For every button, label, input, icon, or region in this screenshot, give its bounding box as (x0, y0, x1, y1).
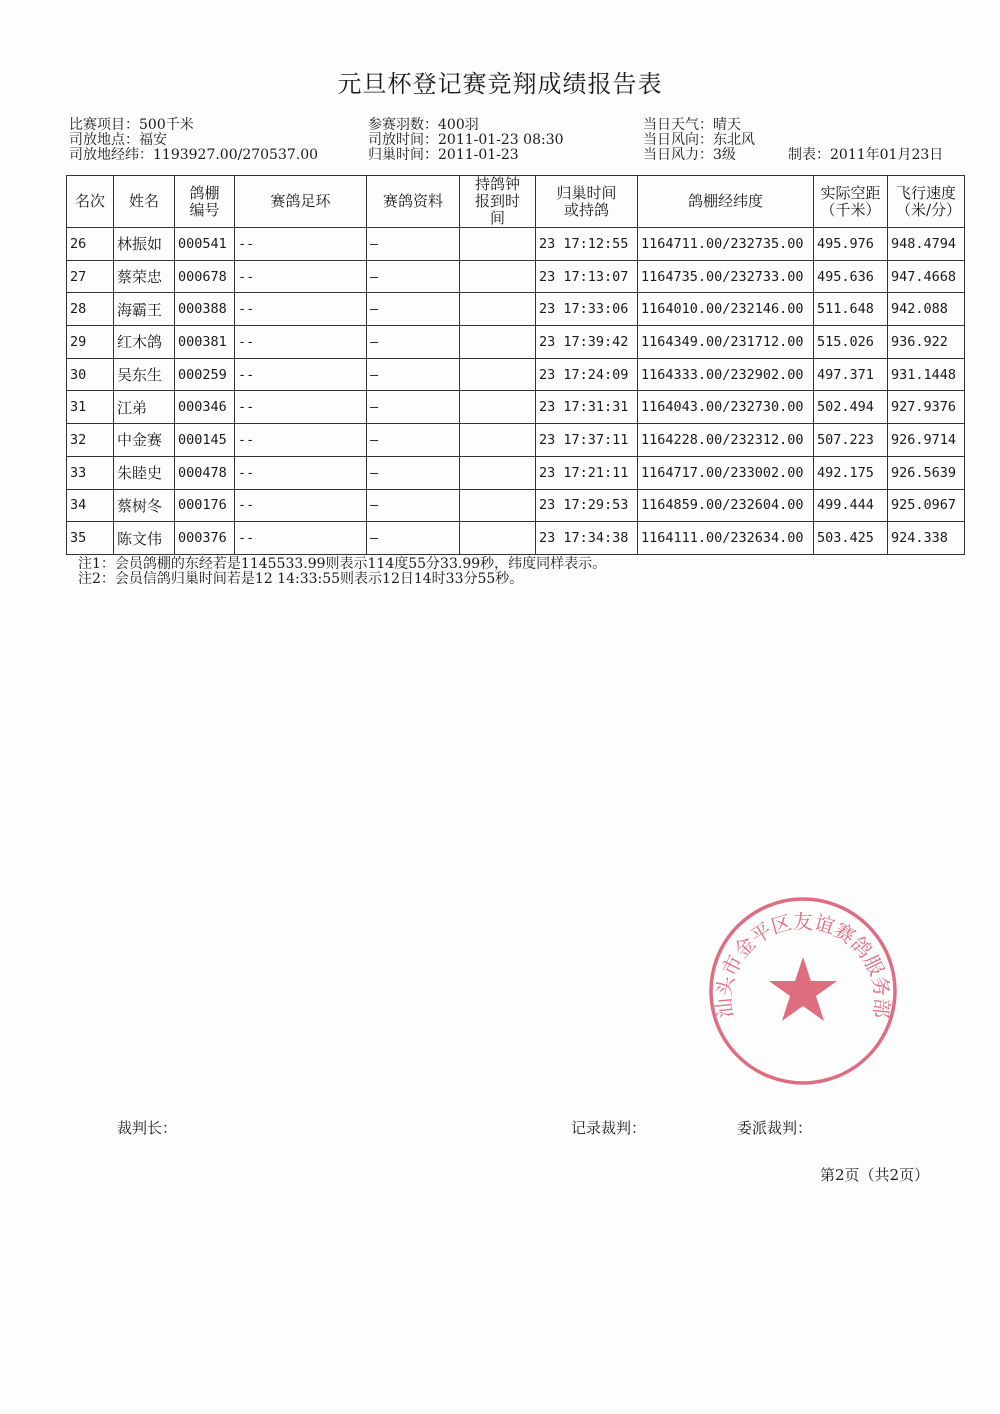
table-cell: 23 17:24:09 (536, 358, 638, 391)
table-cell: — (367, 391, 460, 424)
table-cell: 23 17:33:06 (536, 293, 638, 326)
meta-race-distance: 比赛项目：500千米 (69, 117, 194, 133)
table-cell: 499.444 (814, 489, 888, 522)
table-row (67, 456, 965, 489)
meta-release-time: 司放时间：2011-01-23 08:30 (368, 132, 564, 148)
table-cell: -- (235, 424, 367, 457)
table-cell: 924.338 (888, 522, 965, 555)
table-cell (460, 358, 536, 391)
table-cell (460, 260, 536, 293)
table-cell: — (367, 358, 460, 391)
table-cell (460, 326, 536, 359)
table-row (67, 391, 965, 424)
table-cell (460, 424, 536, 457)
header-cell: 鸽棚经纬度 (638, 176, 814, 228)
table-cell: 497.371 (814, 358, 888, 391)
table-cell: 1164043.00/232730.00 (638, 391, 814, 424)
table-cell: 33 (67, 456, 114, 489)
header-cell: 赛鸽足环 (235, 176, 367, 228)
table-cell: 1164349.00/231712.00 (638, 326, 814, 359)
table-cell: — (367, 489, 460, 522)
table-cell: 蔡荣忠 (114, 260, 175, 293)
table-cell: 吴东生 (114, 358, 175, 391)
table-cell: — (367, 228, 460, 261)
table-cell: 507.223 (814, 424, 888, 457)
table-cell: -- (235, 522, 367, 555)
meta-wind-direction: 当日风向：东北风 (643, 132, 755, 148)
table-row (67, 424, 965, 457)
table-cell: 502.494 (814, 391, 888, 424)
signature-recording-judge: 记录裁判： (571, 1119, 647, 1137)
table-cell: 926.5639 (888, 456, 965, 489)
header-cell: 飞行速度（米/分） (888, 176, 965, 228)
header-cell: 姓名 (114, 176, 175, 228)
table-cell: 26 (67, 228, 114, 261)
header-cell: 名次 (67, 176, 114, 228)
table-cell: 931.1448 (888, 358, 965, 391)
table-cell: 23 17:12:55 (536, 228, 638, 261)
table-cell: -- (235, 358, 367, 391)
table-cell: -- (235, 456, 367, 489)
table-cell: 29 (67, 326, 114, 359)
table-cell: 27 (67, 260, 114, 293)
table-cell: 926.9714 (888, 424, 965, 457)
table-cell: 朱睦史 (114, 456, 175, 489)
header-cell: 实际空距（千米） (814, 176, 888, 228)
table-cell: 948.4794 (888, 228, 965, 261)
table-cell: 495.976 (814, 228, 888, 261)
report-title: 元旦杯登记赛竞翔成绩报告表 (337, 70, 663, 98)
table-cell: 23 17:31:31 (536, 391, 638, 424)
results-table (66, 175, 965, 555)
signature-chief-judge: 裁判长： (117, 1119, 178, 1137)
table-cell: 江弟 (114, 391, 175, 424)
seal-text: 汕头市金平区友谊赛鸽服务部 (711, 909, 895, 1020)
table-cell: 000176 (175, 489, 235, 522)
meta-column-left (69, 118, 318, 163)
table-cell: 1164333.00/232902.00 (638, 358, 814, 391)
note-2: 注2：会员信鸽归巢时间若是12 14:33:55则表示12日14时33分55秒。 (78, 571, 524, 587)
table-row (67, 228, 965, 261)
results-table-body (67, 228, 965, 555)
table-cell: -- (235, 391, 367, 424)
table-cell: 000376 (175, 522, 235, 555)
table-cell (460, 489, 536, 522)
official-seal (705, 893, 901, 1089)
table-cell: 503.425 (814, 522, 888, 555)
table-cell: 1164228.00/232312.00 (638, 424, 814, 457)
table-cell: -- (235, 293, 367, 326)
table-cell: 34 (67, 489, 114, 522)
header-row (67, 176, 965, 228)
header-cell: 持鸽钟报到时间 (460, 176, 536, 228)
table-cell: 515.026 (814, 326, 888, 359)
meta-column-middle (368, 118, 564, 163)
meta-release-site: 司放地点：福安 (69, 132, 167, 148)
header-cell: 归巢时间或持鸽 (536, 176, 638, 228)
note-1: 注1：会员鸽棚的东经若是1145533.99则表示114度55分33.99秒，纬度同样表示。 (78, 556, 607, 572)
table-cell: — (367, 456, 460, 489)
meta-entries: 参赛羽数：400羽 (368, 117, 479, 133)
table-cell: 蔡树冬 (114, 489, 175, 522)
table-cell: -- (235, 260, 367, 293)
table-cell (460, 456, 536, 489)
table-cell: 35 (67, 522, 114, 555)
table-cell: 红木鸽 (114, 326, 175, 359)
table-cell: 1164711.00/232735.00 (638, 228, 814, 261)
table-row (67, 260, 965, 293)
table-cell: 1164111.00/232634.00 (638, 522, 814, 555)
table-row (67, 358, 965, 391)
table-cell: -- (235, 326, 367, 359)
table-cell: 1164717.00/233002.00 (638, 456, 814, 489)
table-cell: 947.4668 (888, 260, 965, 293)
table-cell: 936.922 (888, 326, 965, 359)
table-cell: 30 (67, 358, 114, 391)
table-cell: 23 17:37:11 (536, 424, 638, 457)
table-row (67, 293, 965, 326)
table-cell: 1164859.00/232604.00 (638, 489, 814, 522)
meta-wind-force: 当日风力：3级 (643, 147, 736, 163)
meta-made-date: 制表：2011年01月23日 (788, 147, 944, 163)
table-cell: 23 17:21:11 (536, 456, 638, 489)
table-cell: 927.9376 (888, 391, 965, 424)
header-cell: 赛鸽资料 (367, 176, 460, 228)
table-cell: 000381 (175, 326, 235, 359)
table-cell: — (367, 293, 460, 326)
table-row (67, 326, 965, 359)
table-cell: 海霸王 (114, 293, 175, 326)
table-cell: 511.648 (814, 293, 888, 326)
table-cell (460, 522, 536, 555)
table-cell: 23 17:13:07 (536, 260, 638, 293)
table-cell: 23 17:29:53 (536, 489, 638, 522)
table-cell: 000259 (175, 358, 235, 391)
table-cell: 1164735.00/232733.00 (638, 260, 814, 293)
table-cell (460, 293, 536, 326)
table-cell: 32 (67, 424, 114, 457)
header-cell: 鸽棚编号 (175, 176, 235, 228)
table-cell: 1164010.00/232146.00 (638, 293, 814, 326)
results-table-header (67, 176, 965, 228)
table-cell: 492.175 (814, 456, 888, 489)
page-number: 第2页（共2页） (820, 1166, 930, 1184)
table-cell: 942.088 (888, 293, 965, 326)
table-cell: — (367, 522, 460, 555)
table-cell: 925.0967 (888, 489, 965, 522)
table-cell: — (367, 260, 460, 293)
table-cell: 000678 (175, 260, 235, 293)
table-cell: -- (235, 228, 367, 261)
table-cell: 23 17:39:42 (536, 326, 638, 359)
table-cell: 000388 (175, 293, 235, 326)
table-cell (460, 228, 536, 261)
table-cell: — (367, 424, 460, 457)
table-row (67, 489, 965, 522)
table-row (67, 522, 965, 555)
table-cell: 林振如 (114, 228, 175, 261)
table-cell: — (367, 326, 460, 359)
table-cell: 000541 (175, 228, 235, 261)
table-cell: 000346 (175, 391, 235, 424)
table-cell: 28 (67, 293, 114, 326)
signature-delegated-judge: 委派裁判： (737, 1119, 813, 1137)
meta-weather: 当日天气：晴天 (643, 117, 741, 133)
table-cell: 陈文伟 (114, 522, 175, 555)
table-cell: 495.636 (814, 260, 888, 293)
meta-column-right (643, 118, 755, 163)
table-cell: 000478 (175, 456, 235, 489)
table-cell: 中金赛 (114, 424, 175, 457)
notes (78, 557, 606, 587)
table-cell (460, 391, 536, 424)
meta-return-date: 归巢时间：2011-01-23 (368, 147, 519, 163)
table-cell: 23 17:34:38 (536, 522, 638, 555)
table-cell: 31 (67, 391, 114, 424)
seal-star-icon (769, 957, 837, 1021)
meta-release-coords: 司放地经纬：1193927.00/270537.00 (69, 147, 319, 163)
table-cell: 000145 (175, 424, 235, 457)
table-cell: -- (235, 489, 367, 522)
